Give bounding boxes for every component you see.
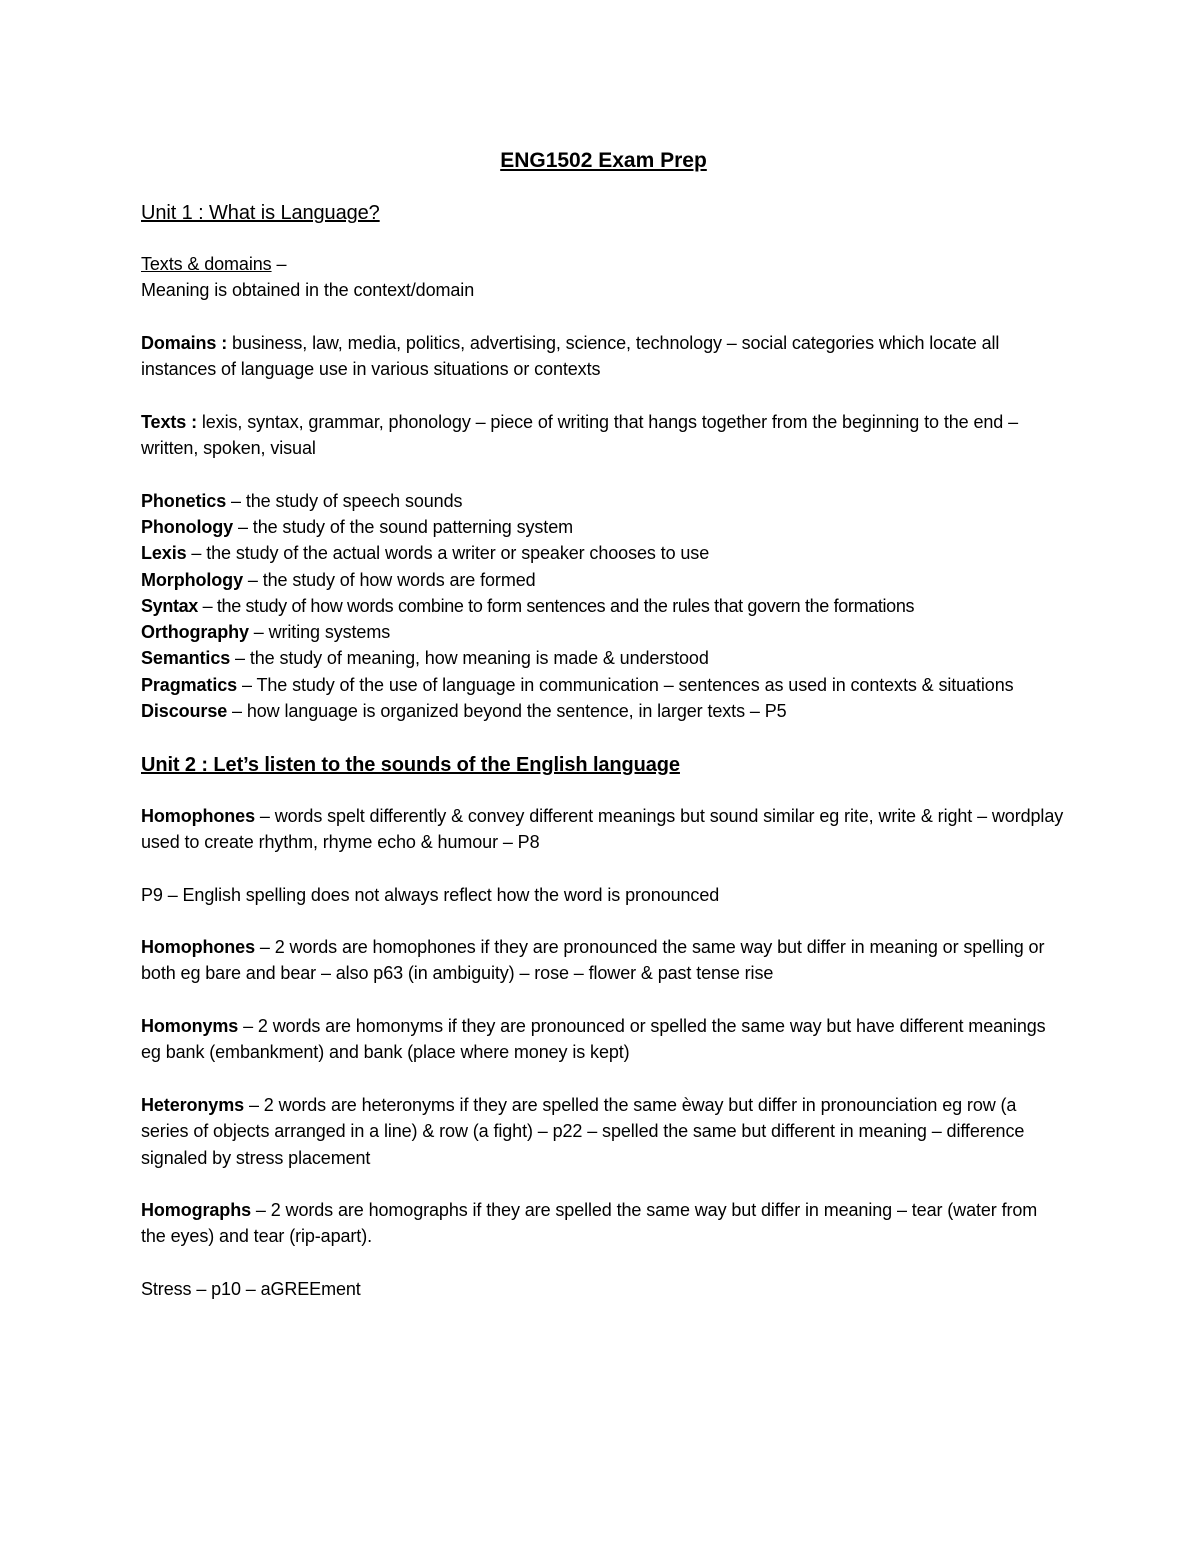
unit2-paragraph xyxy=(141,1276,1066,1302)
unit2-paragraph xyxy=(141,934,1066,987)
definition-term: Phonetics xyxy=(141,490,227,511)
unit2-paragraph xyxy=(141,1197,1066,1250)
paragraph-text: – 2 words are homophones if they are pronounced the same way but differ in meaning or spelling or both eg bare and bear – also p63 (in ambiguity) – rose – flower & past tense rise xyxy=(141,937,1045,984)
paragraph-text: P9 – English spelling does not always reflect how the word is pronounced xyxy=(141,884,720,905)
paragraph-text: – 2 words are homographs if they are spelled the same way but differ in meaning – tear (water from the eyes) and tear (rip-apart). xyxy=(141,1200,1038,1247)
unit2-paragraph xyxy=(141,803,1066,856)
unit1-heading: Unit 1 : What is Language? xyxy=(141,202,380,224)
unit2-paragraph xyxy=(141,1013,1066,1066)
paragraph-term: Homophones xyxy=(141,937,255,958)
definition-item xyxy=(141,645,1066,671)
paragraph-term: Homonyms xyxy=(141,1016,239,1037)
paragraph-term: Homographs xyxy=(141,1200,252,1221)
meaning-line: Meaning is obtained in the context/domain xyxy=(141,280,475,301)
definition-text: – the study of how words combine to form sentences and the rules that govern the formations xyxy=(197,595,915,616)
definition-term: Pragmatics xyxy=(141,674,238,695)
definition-text: – the study of the sound patterning system xyxy=(233,516,574,537)
domains-term: Domains : xyxy=(141,332,228,353)
unit2-heading: Unit 2 : Let’s listen to the sounds of the English language xyxy=(141,753,680,776)
paragraph-term: Heteronyms xyxy=(141,1094,245,1115)
paragraph-text: – 2 words are heteronyms if they are spelled the same ѐway but differ in pronounciation eg row (a series of objects arranged in a line) & row (a fight) – p22 – spelled the same but different in meaning – difference signaled by stress placement xyxy=(141,1094,1025,1168)
definition-text: – how language is organized beyond the sentence, in larger texts – P5 xyxy=(227,701,787,722)
definition-text: – the study of speech sounds xyxy=(226,490,463,511)
definition-text: – The study of the use of language in communication – sentences as used in contexts & situations xyxy=(237,674,1014,695)
texts-domains-dash: – xyxy=(271,254,287,274)
texts-text: lexis, syntax, grammar, phonology – piece of writing that hangs together from the beginning to the end – written, spoken, visual xyxy=(141,411,1018,459)
document-title: ENG1502 Exam Prep xyxy=(500,149,707,172)
definition-item xyxy=(141,619,1066,645)
definition-term: Morphology xyxy=(141,569,243,590)
paragraph-text: Stress – p10 – aGREEment xyxy=(141,1278,361,1299)
domains-paragraph xyxy=(141,330,1066,383)
definition-term: Discourse xyxy=(141,701,228,722)
definition-item xyxy=(141,488,1066,514)
definition-item xyxy=(141,698,1066,724)
paragraph-text: – words spelt differently & convey different meanings but sound similar eg rite, write & right – wordplay used to create rhythm, rhyme echo & humour – P8 xyxy=(141,805,1064,852)
unit2-paragraph xyxy=(141,1092,1066,1171)
definition-term: Semantics xyxy=(141,648,231,669)
paragraph-term: Homophones xyxy=(141,805,255,826)
document-page xyxy=(141,146,1066,1329)
definition-text: – the study of the actual words a writer or speaker chooses to use xyxy=(186,543,710,564)
definition-term: Phonology xyxy=(141,516,234,537)
definition-item xyxy=(141,593,1066,619)
texts-domains-line xyxy=(141,251,1066,277)
domains-text: business, law, media, politics, advertising, science, technology – social categories which locate all instances of language use in various situations or contexts xyxy=(141,332,1000,380)
definition-text: – writing systems xyxy=(248,622,391,643)
texts-term: Texts : xyxy=(141,411,197,432)
definition-item xyxy=(141,567,1066,593)
definition-term: Lexis xyxy=(141,543,187,564)
definition-text: – the study of how words are formed xyxy=(242,569,536,590)
definitions-list xyxy=(141,488,1066,725)
unit2-paragraph xyxy=(141,882,1066,908)
definition-term: Orthography xyxy=(141,622,249,643)
definition-item xyxy=(141,540,1066,566)
paragraph-text: – 2 words are homonyms if they are pronounced or spelled the same way but have different meanings eg bank (embankment) and bank (place where money is kept) xyxy=(141,1016,1046,1063)
texts-domains-heading: Texts & domains xyxy=(141,254,272,274)
definition-term: Syntax xyxy=(141,595,198,616)
texts-paragraph xyxy=(141,409,1066,462)
definition-item xyxy=(141,672,1066,698)
definition-text: – the study of meaning, how meaning is made & understood xyxy=(230,648,709,669)
definition-item xyxy=(141,514,1066,540)
